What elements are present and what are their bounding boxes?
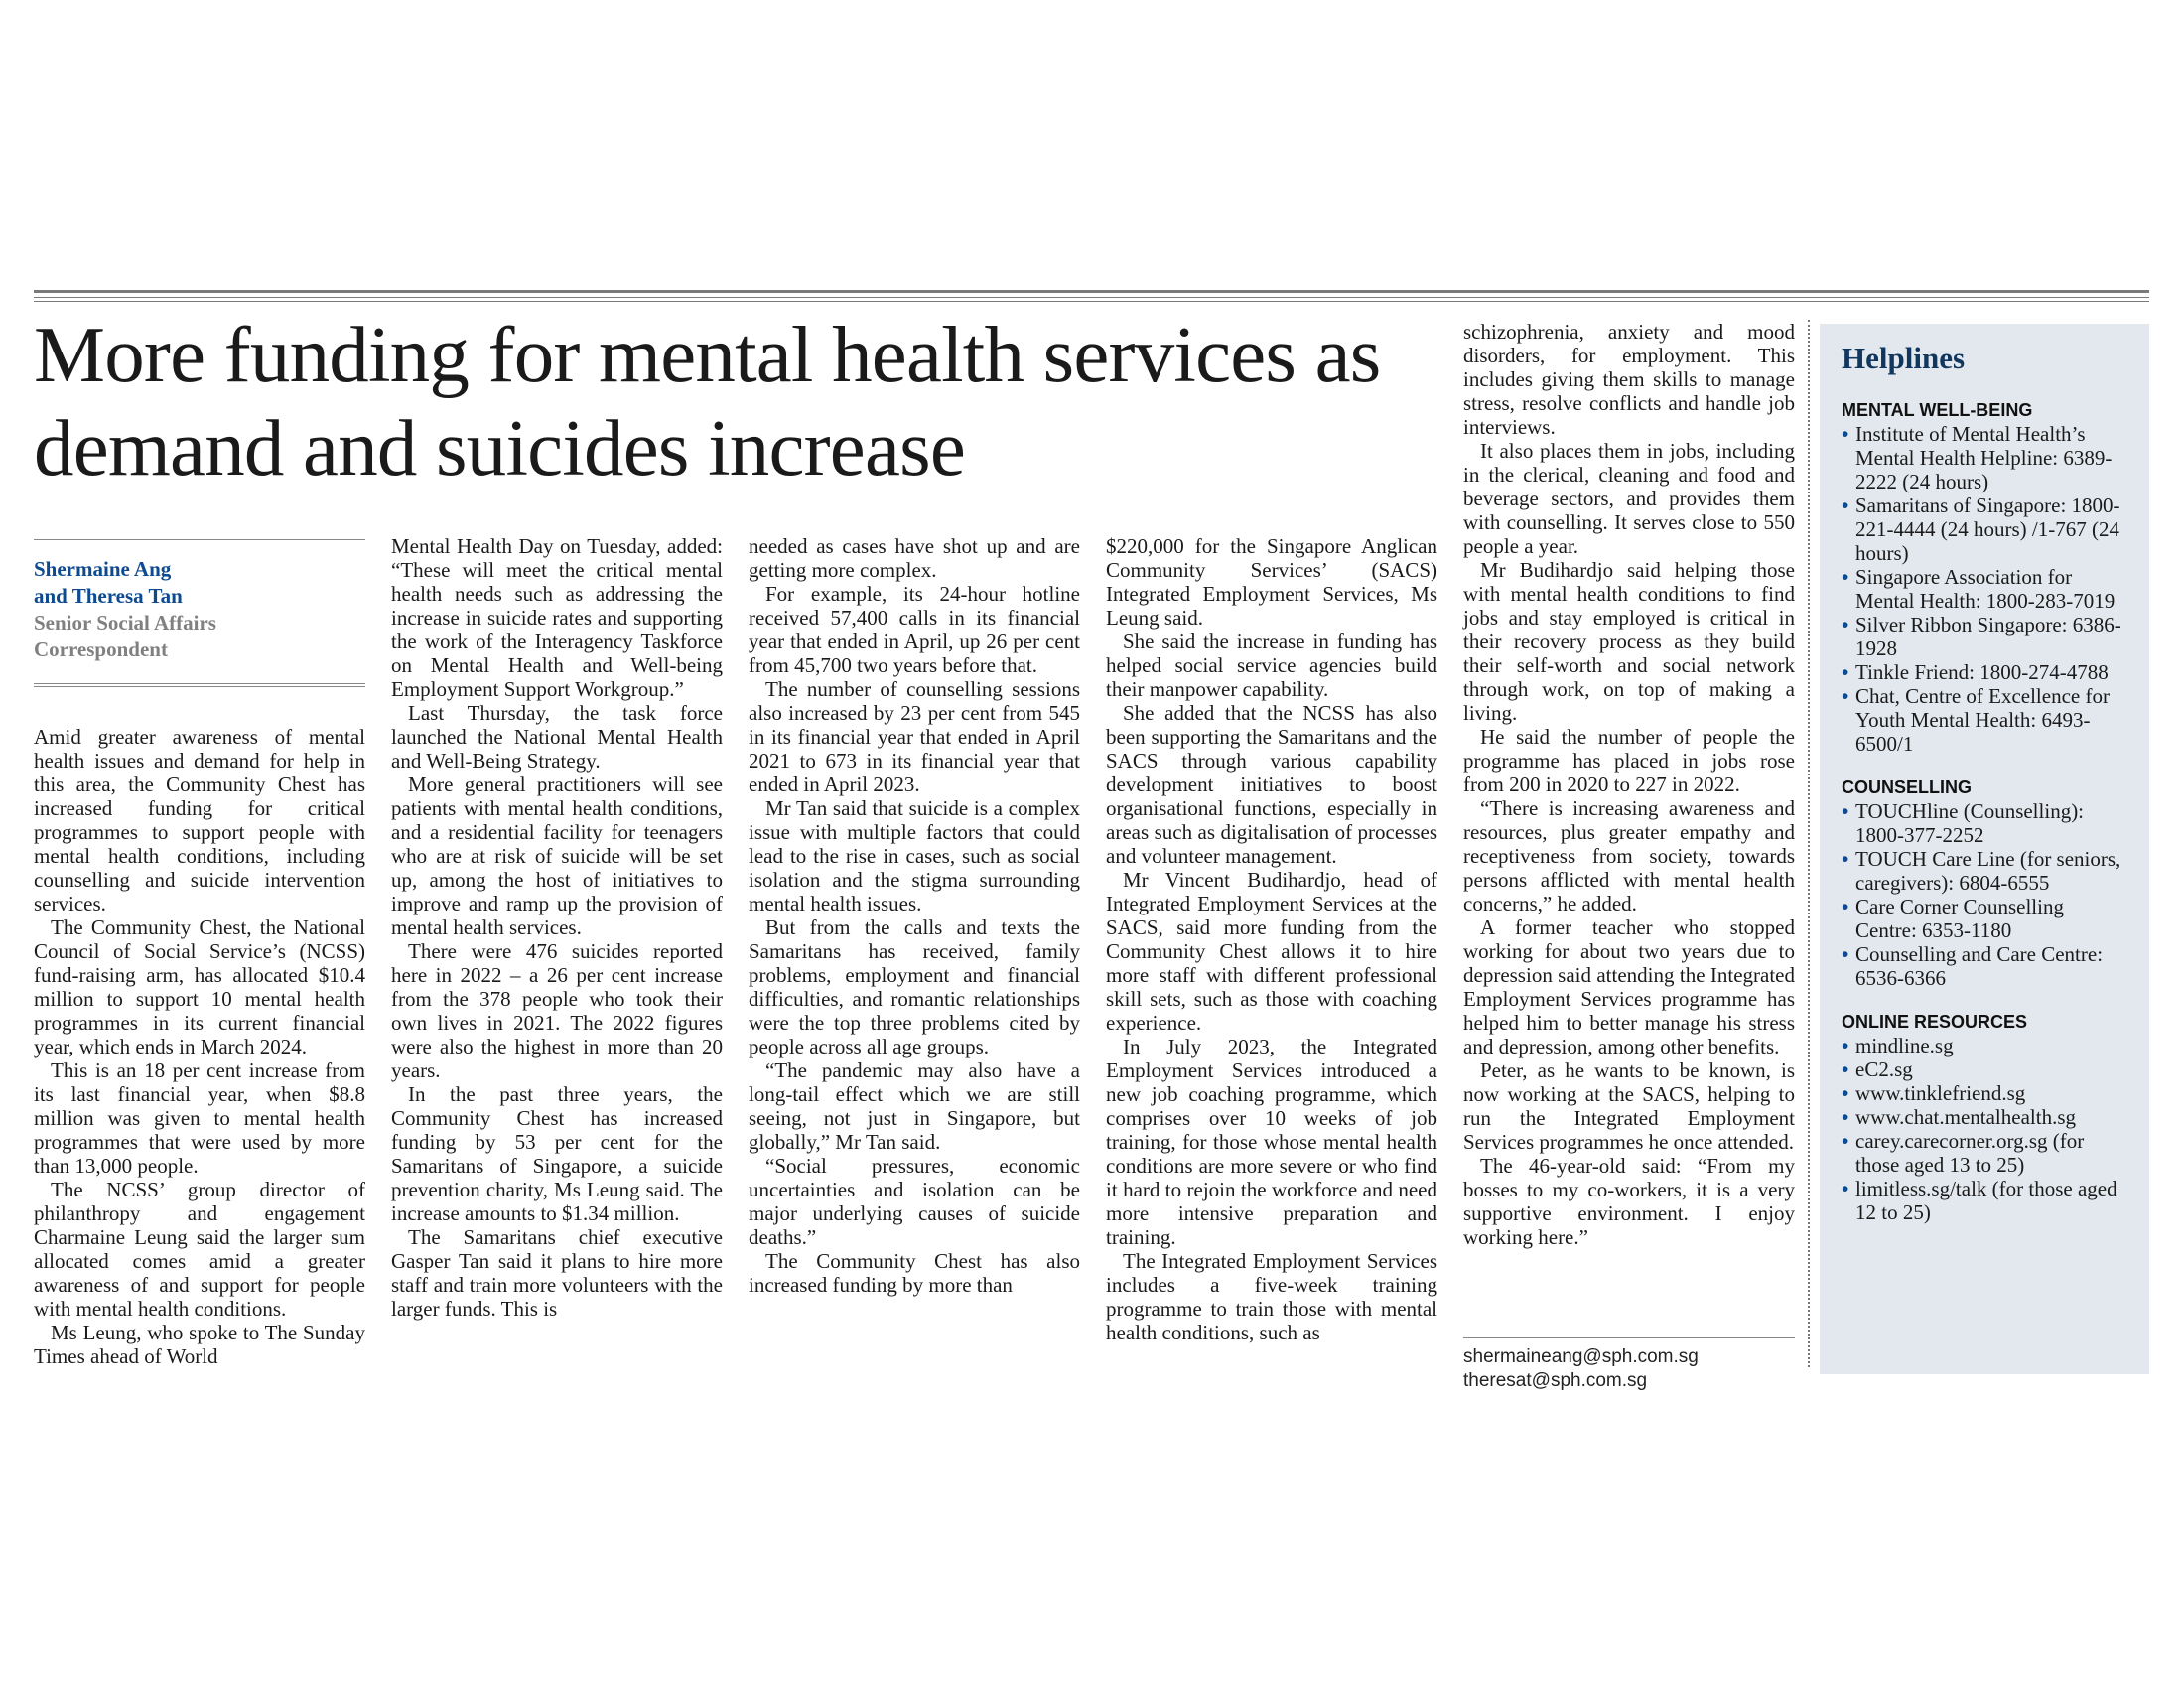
- helpline-item: • TOUCH Care Line (for seniors, caregivers): 6804-6555: [1842, 847, 2127, 895]
- helpline-item: • Care Corner Counselling Centre: 6353-1180: [1842, 895, 2127, 942]
- article-paragraph: A former teacher who stopped working for about two years due to depression said attending the Integrated Employment Services programme has helped him to better manage his stress and depression, among other benefits.: [1463, 915, 1795, 1058]
- helpline-item: • Tinkle Friend: 1800-274-4788: [1842, 660, 2127, 684]
- byline-top-rule: [34, 539, 365, 540]
- article-paragraph: More general practitioners will see patients with mental health conditions, and a residential facility for teenagers who are at risk of suicide will be set up, among the host of initiatives to improve and ramp up the provision of mental health services.: [391, 773, 723, 939]
- author-role-line-1: Senior Social Affairs: [34, 611, 216, 634]
- helpline-item: • www.chat.mentalhealth.sg: [1842, 1105, 2127, 1129]
- article-paragraph: “There is increasing awareness and resources, plus greater empathy and receptiveness from society, towards persons afflicted with mental health concerns,” he added.: [1463, 796, 1795, 915]
- helpline-item: • carey.carecorner.org.sg (for those aged 13 to 25): [1842, 1129, 2127, 1177]
- article-paragraph: “The pandemic may also have a long-tail effect which we are still seeing, not just in Singapore, but globally,” Mr Tan said.: [749, 1058, 1080, 1154]
- article-column-5: [1463, 320, 1795, 1249]
- author-emails: [1463, 1345, 1699, 1393]
- helpline-list: [1842, 1034, 2127, 1224]
- helpline-list: [1842, 799, 2127, 990]
- article-paragraph: She said the increase in funding has helped social service agencies build their manpower capability.: [1106, 630, 1437, 701]
- article-paragraph: The NCSS’ group director of philanthropy and engagement Charmaine Leung said the larger sum allocated comes amid a greater awareness of and support for people with mental health conditions.: [34, 1178, 365, 1321]
- article-paragraph: Mr Tan said that suicide is a complex issue with multiple factors that could lead to the rise in cases, such as social isolation and the stigma surrounding mental health issues.: [749, 796, 1080, 915]
- helpline-item: • Counselling and Care Centre: 6536-6366: [1842, 942, 2127, 990]
- helpline-item: • Chat, Centre of Excellence for Youth Mental Health: 6493-6500/1: [1842, 684, 2127, 756]
- article-paragraph: It also places them in jobs, including in the clerical, cleaning and food and beverage sectors, and provides them with counselling. It serves close to 550 people a year.: [1463, 439, 1795, 558]
- author-name-2: and Theresa Tan: [34, 584, 183, 608]
- helplines-sidebar: [1820, 324, 2149, 1374]
- helpline-section-title: ONLINE RESOURCES: [1842, 1012, 2028, 1032]
- article-paragraph: The Integrated Employment Services includes a five-week training programme to train those with mental health conditions, such as: [1106, 1249, 1437, 1344]
- article-paragraph: Mr Vincent Budihardjo, head of Integrated Employment Services at the SACS, said more funding from the Community Chest allows it to hire more staff with different professional skill sets, such as those with coaching experience.: [1106, 868, 1437, 1035]
- article-paragraph: $220,000 for the Singapore Anglican Community Services’ (SACS) Integrated Employment Services, Ms Leung said.: [1106, 534, 1437, 630]
- article-paragraph: But from the calls and texts the Samaritans has received, family problems, employment and financial difficulties, and romantic relationships were the top three problems cited by people across all age groups.: [749, 915, 1080, 1058]
- helpline-section: [1842, 398, 2127, 756]
- article-paragraph: There were 476 suicides reported here in 2022 – a 26 per cent increase from the 378 people who took their own lives in 2021. The 2022 figures were also the highest in more than 20 years.: [391, 939, 723, 1082]
- top-rule-thin-2: [34, 301, 2149, 302]
- byline-bottom-rule: [34, 683, 365, 687]
- article-column-1: [34, 725, 365, 1368]
- byline-names: [34, 556, 365, 610]
- email-rule: [1463, 1337, 1795, 1338]
- article-paragraph: The Community Chest has also increased funding by more than: [749, 1249, 1080, 1297]
- author-email[interactable]: theresat@sph.com.sg: [1463, 1370, 1648, 1391]
- helpline-list: [1842, 422, 2127, 756]
- article-paragraph: The Samaritans chief executive Gasper Tan said it plans to hire more staff and train more volunteers with the larger funds. This is: [391, 1225, 723, 1321]
- article-paragraph: He said the number of people the programme has placed in jobs rose from 200 in 2020 to 227 in 2022.: [1463, 725, 1795, 796]
- article-paragraph: The Community Chest, the National Council of Social Service’s (NCSS) fund-raising arm, has allocated $10.4 million to support 10 mental health programmes in its current financial year, which ends in March 2024.: [34, 915, 365, 1058]
- article-column-4: [1106, 534, 1437, 1344]
- top-rule-thin: [34, 297, 2149, 298]
- byline: [34, 539, 365, 687]
- helpline-section-title: COUNSELLING: [1842, 777, 1973, 797]
- helpline-section: [1842, 1010, 2127, 1224]
- helpline-item: • Silver Ribbon Singapore: 6386-1928: [1842, 613, 2127, 660]
- article-paragraph: She added that the NCSS has also been supporting the Samaritans and the SACS through various capability development initiatives to boost organisational functions, especially in areas such as digitalisation of processes and volunteer management.: [1106, 701, 1437, 868]
- article-paragraph: For example, its 24-hour hotline received 57,400 calls in its financial year that ended in April, up 26 per cent from 45,700 two years before that.: [749, 582, 1080, 677]
- author-name-1: Shermaine Ang: [34, 557, 172, 581]
- helpline-item: • TOUCHline (Counselling): 1800-377-2252: [1842, 799, 2127, 847]
- article-paragraph: In July 2023, the Integrated Employment Services introduced a new job coaching programme, which comprises over 10 weeks of job training, for those whose mental health conditions are more severe or who find it hard to rejoin the workforce and need more intensive preparation and training.: [1106, 1035, 1437, 1249]
- helpline-item: • mindline.sg: [1842, 1034, 2127, 1057]
- article-paragraph: The number of counselling sessions also increased by 23 per cent from 545 in its financial year that ended in April 2021 to 673 in its financial year that ended in April 2023.: [749, 677, 1080, 796]
- article-headline: More funding for mental health services as demand and suicides increase: [34, 310, 1381, 492]
- author-role-line-2: Correspondent: [34, 637, 168, 661]
- helpline-item: • limitless.sg/talk (for those aged 12 to 25): [1842, 1177, 2127, 1224]
- article-paragraph: “Social pressures, economic uncertainties and isolation can be major underlying causes of suicide deaths.”: [749, 1154, 1080, 1249]
- helpline-item: • Singapore Association for Mental Health: 1800-283-7019: [1842, 565, 2127, 613]
- article-paragraph: The 46-year-old said: “From my bosses to my co-workers, it is a very supportive environment. I enjoy working here.”: [1463, 1154, 1795, 1249]
- helpline-item: • eC2.sg: [1842, 1057, 2127, 1081]
- article-paragraph: schizophrenia, anxiety and mood disorders, for employment. This includes giving them skills to manage stress, resolve conflicts and handle job interviews.: [1463, 320, 1795, 439]
- article-paragraph: Last Thursday, the task force launched the National Mental Health and Well-Being Strategy.: [391, 701, 723, 773]
- article-paragraph: This is an 18 per cent increase from its last financial year, when $8.8 million was given to mental health programmes that were used by more than 13,000 people.: [34, 1058, 365, 1178]
- helpline-item: • www.tinklefriend.sg: [1842, 1081, 2127, 1105]
- article-column-2: [391, 534, 723, 1321]
- article-paragraph: Peter, as he wants to be known, is now working at the SACS, helping to run the Integrated Employment Services programmes he once attended.: [1463, 1058, 1795, 1154]
- article-paragraph: Ms Leung, who spoke to The Sunday Times ahead of World: [34, 1321, 365, 1368]
- helpline-item: • Institute of Mental Health’s Mental Health Helpline: 6389-2222 (24 hours): [1842, 422, 2127, 493]
- article-paragraph: In the past three years, the Community Chest has increased funding by 53 per cent for the Samaritans of Singapore, a suicide prevention charity, Ms Leung said. The increase amounts to $1.34 million.: [391, 1082, 723, 1225]
- article-paragraph: Mr Budihardjo said helping those with mental health conditions to find jobs and stay employed is critical in their recovery process as they build their self-worth and social network through work, on top of making a living.: [1463, 558, 1795, 725]
- article-paragraph: Amid greater awareness of mental health issues and demand for help in this area, the Community Chest has increased funding for critical programmes to support people with mental health conditions, including counselling and suicide intervention services.: [34, 725, 365, 915]
- helpline-section: [1842, 775, 2127, 990]
- helpline-item: • Samaritans of Singapore: 1800-221-4444 (24 hours) /1-767 (24 hours): [1842, 493, 2127, 565]
- sidebar-sections: [1842, 398, 2127, 1224]
- author-email[interactable]: shermaineang@sph.com.sg: [1463, 1346, 1699, 1367]
- sidebar-title: Helplines: [1842, 341, 1966, 375]
- article-paragraph: needed as cases have shot up and are getting more complex.: [749, 534, 1080, 582]
- column-separator: [1808, 320, 1810, 1367]
- top-rule-thick: [34, 290, 2149, 293]
- article-column-3: [749, 534, 1080, 1297]
- author-role: [34, 610, 365, 663]
- article-paragraph: Mental Health Day on Tuesday, added: “These will meet the critical mental health needs such as addressing the increase in suicide rates and supporting the work of the Interagency Taskforce on Mental Health and Well-being Employment Support Workgroup.”: [391, 534, 723, 701]
- helpline-section-title: MENTAL WELL-BEING: [1842, 400, 2033, 420]
